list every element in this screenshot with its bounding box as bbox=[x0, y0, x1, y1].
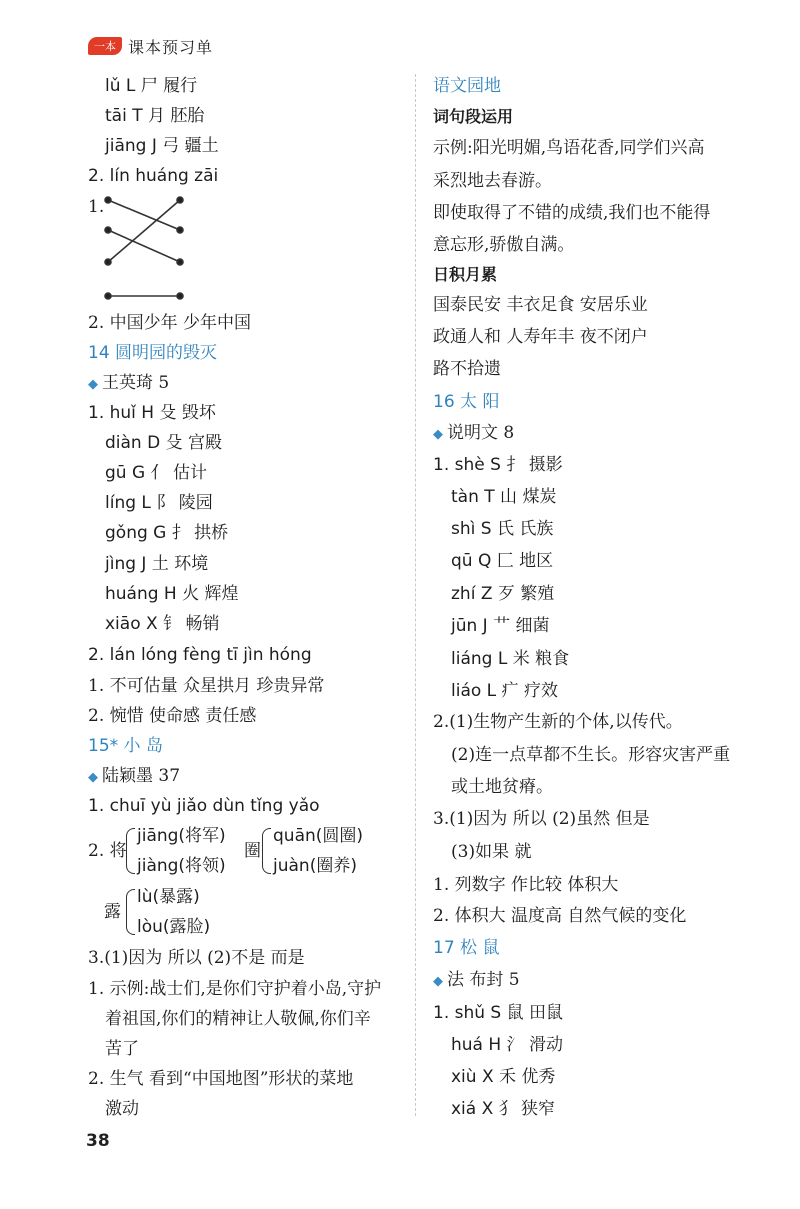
answer-line: 路不拾遗 bbox=[433, 359, 501, 379]
answer-line: 2. 生气 看到“中国地图”形状的菜地 bbox=[88, 1069, 354, 1089]
polyphone-label: 圈 bbox=[244, 841, 261, 861]
brace-bracket bbox=[262, 828, 271, 874]
answer-line: 2. 中国少年 少年中国 bbox=[88, 313, 252, 333]
answer-line: diàn D 殳 宫殿 bbox=[105, 433, 223, 453]
answer-line: xiāo X 钅 畅销 bbox=[105, 614, 220, 634]
answer-line: shì S 氏 氏族 bbox=[451, 519, 554, 539]
answer-line: 3.(1)因为 所以 (2)不是 而是 bbox=[88, 948, 305, 968]
answer-line: jūn J 艹 细菌 bbox=[451, 616, 550, 636]
answer-line: 即使取得了不错的成绩,我们也不能得 bbox=[433, 203, 711, 223]
answer-line: huá H 氵 滑动 bbox=[451, 1035, 563, 1055]
answer-line: 1. bbox=[88, 197, 105, 217]
answer-line: (3)如果 就 bbox=[451, 842, 532, 862]
answer-line: tāi T 月 胚胎 bbox=[105, 106, 205, 126]
answer-line: 2.(1)生物产生新的个体,以传代。 bbox=[433, 712, 683, 732]
answer-line: 1. huǐ H 殳 毁坏 bbox=[88, 403, 216, 423]
answer-line: jiāng J 弓 疆土 bbox=[105, 136, 219, 156]
lesson-16-title: 16 太 阳 bbox=[433, 392, 500, 412]
section-title-garden: 语文园地 bbox=[433, 76, 501, 96]
answer-line: gǒng G 扌 拱桥 bbox=[105, 523, 229, 543]
brand-logo: 一本 bbox=[88, 37, 122, 55]
answer-line: liáo L 疒 疗效 bbox=[451, 681, 558, 701]
page-header bbox=[88, 34, 213, 58]
answer-line: 2. lín huáng zāi bbox=[88, 166, 219, 186]
answer-line: xiù X 禾 优秀 bbox=[451, 1067, 556, 1087]
answer-line: 2. 惋惜 使命感 责任感 bbox=[88, 706, 257, 726]
answer-line: líng L 阝 陵园 bbox=[105, 493, 213, 513]
column-divider bbox=[415, 74, 416, 1116]
answer-line: lǔ L 尸 履行 bbox=[105, 76, 198, 96]
polyphone-reading: jiàng(将领) bbox=[137, 856, 226, 876]
answer-line: jìng J 土 环境 bbox=[105, 554, 209, 574]
answer-line: 意忘形,骄傲自满。 bbox=[433, 235, 575, 255]
polyphone-label: 2. 将 bbox=[88, 841, 127, 861]
answer-line: 1. chuī yù jiǎo dùn tǐng yǎo bbox=[88, 796, 320, 816]
subsection-title: 日积月累 bbox=[433, 265, 498, 284]
diamond-icon: ◆ bbox=[88, 377, 98, 392]
answer-line: 3.(1)因为 所以 (2)虽然 但是 bbox=[433, 809, 650, 829]
author-line: ◆ 王英琦 5 bbox=[88, 373, 170, 393]
lesson-15-title: 15* 小 岛 bbox=[88, 736, 163, 756]
answer-line: 1. 不可估量 众星拱月 珍贵异常 bbox=[88, 676, 325, 696]
answer-line: huáng H 火 辉煌 bbox=[105, 584, 239, 604]
answer-line: tàn T 山 煤炭 bbox=[451, 487, 557, 507]
polyphone-reading: lòu(露脸) bbox=[137, 917, 211, 937]
polyphone-label: 露 bbox=[104, 902, 121, 922]
author-line: ◆ 法 布封 5 bbox=[433, 970, 520, 990]
page-number: 38 bbox=[86, 1131, 110, 1151]
polyphone-reading: jiāng(将军) bbox=[137, 826, 226, 846]
answer-line: qū Q 匚 地区 bbox=[451, 551, 554, 571]
subsection-title: 词句段运用 bbox=[433, 107, 514, 126]
answer-line: gū G 亻 估计 bbox=[105, 463, 207, 483]
answer-line: 激动 bbox=[105, 1099, 139, 1119]
brace-bracket bbox=[126, 889, 135, 935]
lesson-17-title: 17 松 鼠 bbox=[433, 938, 500, 958]
answer-line: 苦了 bbox=[105, 1039, 139, 1059]
header-title: 课本预习单 bbox=[128, 37, 214, 57]
answer-line: 1. 示例:战士们,是你们守护着小岛,守护 bbox=[88, 979, 382, 999]
answer-line: 1. 列数字 作比较 体积大 bbox=[433, 875, 619, 895]
matching-lines-diagram bbox=[100, 190, 190, 305]
diamond-icon: ◆ bbox=[433, 427, 443, 442]
diamond-icon: ◆ bbox=[433, 974, 443, 989]
answer-line: 或土地贫瘠。 bbox=[451, 777, 553, 797]
answer-line: 采烈地去春游。 bbox=[433, 171, 552, 191]
polyphone-reading: quān(圆圈) bbox=[273, 826, 364, 846]
answer-line: 2. 体积大 温度高 自然气候的变化 bbox=[433, 906, 687, 926]
answer-line: 2. lán lóng fèng tī jìn hóng bbox=[88, 645, 312, 665]
polyphone-reading: lù(暴露) bbox=[137, 887, 200, 907]
answer-line: 1. shǔ S 鼠 田鼠 bbox=[433, 1003, 564, 1023]
answer-line: 政通人和 人寿年丰 夜不闭户 bbox=[433, 327, 648, 347]
author-line: ◆ 陆颖墨 37 bbox=[88, 766, 181, 786]
answer-line: 着祖国,你们的精神让人敬佩,你们辛 bbox=[105, 1009, 371, 1029]
answer-line: zhí Z 歹 繁殖 bbox=[451, 584, 555, 604]
answer-line: liáng L 米 粮食 bbox=[451, 649, 570, 669]
answer-line: (2)连一点草都不生长。形容灾害严重 bbox=[451, 745, 731, 765]
answer-line: 示例:阳光明媚,鸟语花香,同学们兴高 bbox=[433, 138, 705, 158]
diamond-icon: ◆ bbox=[88, 770, 98, 785]
author-line: ◆ 说明文 8 bbox=[433, 423, 515, 443]
lesson-14-title: 14 圆明园的毁灭 bbox=[88, 343, 218, 363]
answer-line: 国泰民安 丰衣足食 安居乐业 bbox=[433, 295, 648, 315]
answer-line: xiá X 犭 狭窄 bbox=[451, 1099, 556, 1119]
answer-line: 1. shè S 扌 摄影 bbox=[433, 455, 563, 475]
polyphone-reading: juàn(圈养) bbox=[273, 856, 357, 876]
brace-bracket bbox=[126, 828, 135, 874]
